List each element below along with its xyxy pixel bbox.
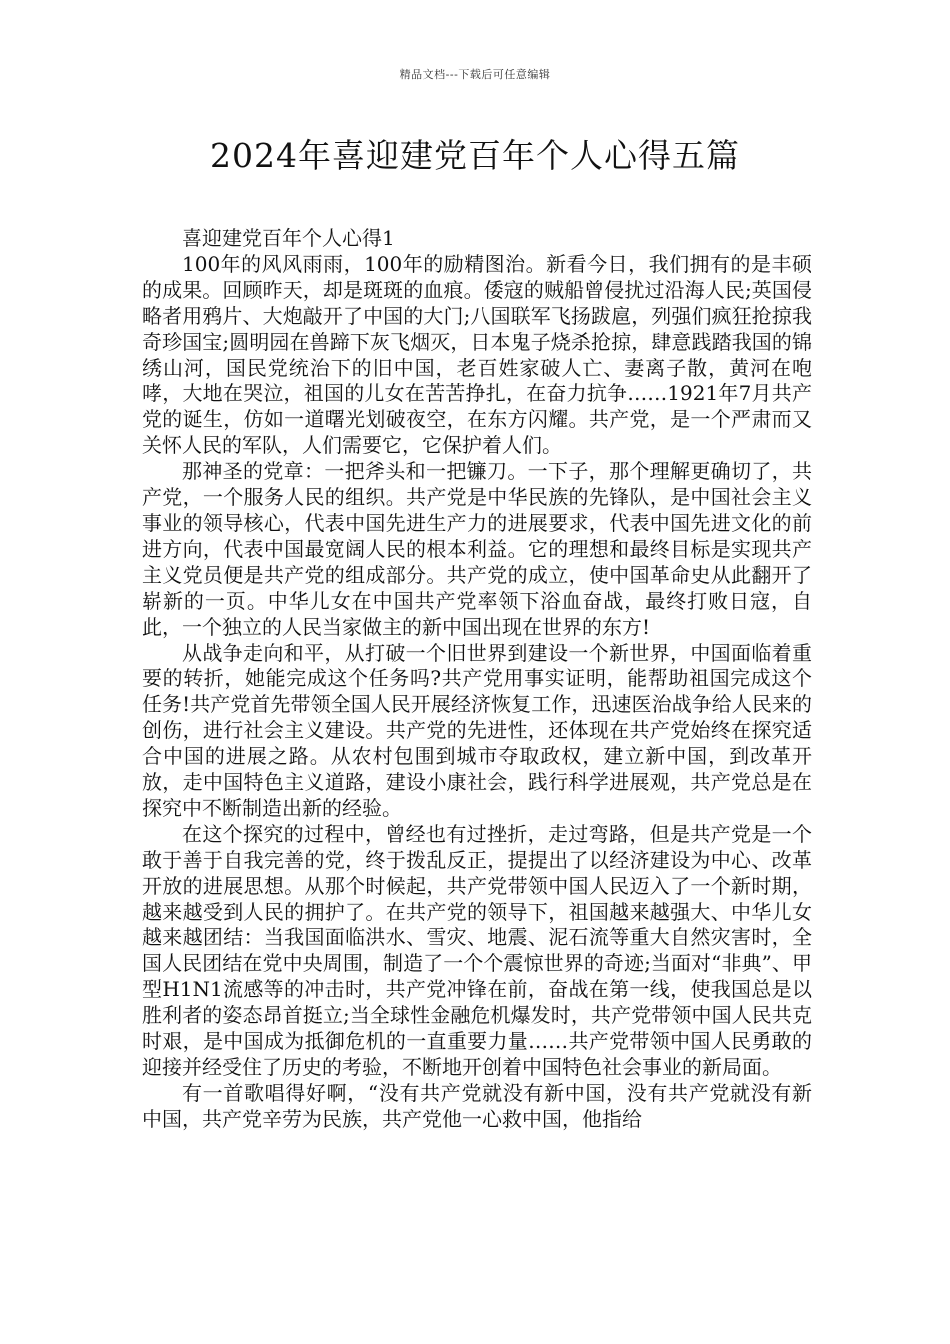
paragraph: 在这个探究的过程中，曾经也有过挫折，走过弯路，但是共产党是一个敢于善于自我完善的党，终于拨乱反正，提提出了以经济建设为中心、改革开放的进展思想。从那个时候起，共产党带领中国人民迈入了一个新时期，越来越受到人民的拥护了。在共产党的领导下，祖国越来越强大、中华儿女越来越团结：当我国面临洪水、雪灾、地震、泥石流等重大自然灾害时，全国人民团结在党中央周围，制造了一个个震惊世界的奇迹;当面对“非典”、甲型H1N1流感等的冲击时，共产党冲锋在前，奋战在第一线，使我国总是以胜利者的姿态昂首挺立;当全球性金融危机爆发时，共产党带领中国人民共克时艰，是中国成为抵御危机的一直重要力量……共产党带领中国人民勇敢的迎接并经受住了历史的考验，不断地开创着中国特色社会事业的新局面。 (142, 821, 812, 1079)
paragraph: 从战争走向和平，从打破一个旧世界到建设一个新世界，中国面临着重要的转折，她能完成这个任务吗?共产党用事实证明，能帮助祖国完成这个任务!共产党首先带领全国人民开展经济恢复工作，迅速医治战争给人民来的创伤，进行社会主义建设。共产党的先进性，还体现在共产党始终在探究适合中国的进展之路。从农村包围到城市夺取政权，建立新中国，到改革开放，走中国特色主义道路，建设小康社会，践行科学进展观，共产党总是在探究中不断制造出新的经验。 (142, 640, 812, 820)
document-body (142, 226, 812, 1133)
paragraph: 有一首歌唱得好啊，“没有共产党就没有新中国，没有共产党就没有新中国，共产党辛劳为民族，共产党他一心救中国，他指给 (142, 1080, 812, 1131)
header-note: 精品文档---下载后可任意编辑 (399, 68, 551, 81)
section-heading: 喜迎建党百年个人心得1 (182, 226, 395, 250)
paragraph: 100年的风风雨雨，100年的励精图治。新看今日，我们拥有的是丰硕的成果。回顾昨天，却是斑斑的血痕。倭寇的贼船曾侵扰过沿海人民;英国侵略者用鸦片、大炮敲开了中国的大门;八国联军飞扬跋扈，列强们疯狂抢掠我奇珍国宝;圆明园在兽蹄下灰飞烟灭，日本鬼子烧杀抢掠，肆意践踏我国的锦绣山河，国民党统治下的旧中国，老百姓家破人亡、妻离子散，黄河在咆哮，大地在哭泣，祖国的儿女在苦苦挣扎，在奋力抗争……1921年7月共产党的诞生，仿如一道曙光划破夜空，在东方闪耀。共产党，是一个严肃而又关怀人民的军队，人们需要它，它保护着人们。 (142, 251, 812, 458)
document-title: 2024年喜迎建党百年个人心得五篇 (210, 136, 740, 175)
paragraph: 那神圣的党章：一把斧头和一把镰刀。一下子，那个理解更确切了，共产党，一个服务人民的组织。共产党是中华民族的先锋队，是中国社会主义事业的领导核心，代表中国先进生产力的进展要求，代表中国先进文化的前进方向，代表中国最宽阔人民的根本利益。它的理想和最终目标是实现共产主义党员便是共产党的组成部分。共产党的成立，使中国革命史从此翻开了崭新的一页。中华儿女在中国共产党率领下浴血奋战，最终打败日寇，自此，一个独立的人民当家做主的新中国出现在世界的东方! (142, 459, 812, 639)
